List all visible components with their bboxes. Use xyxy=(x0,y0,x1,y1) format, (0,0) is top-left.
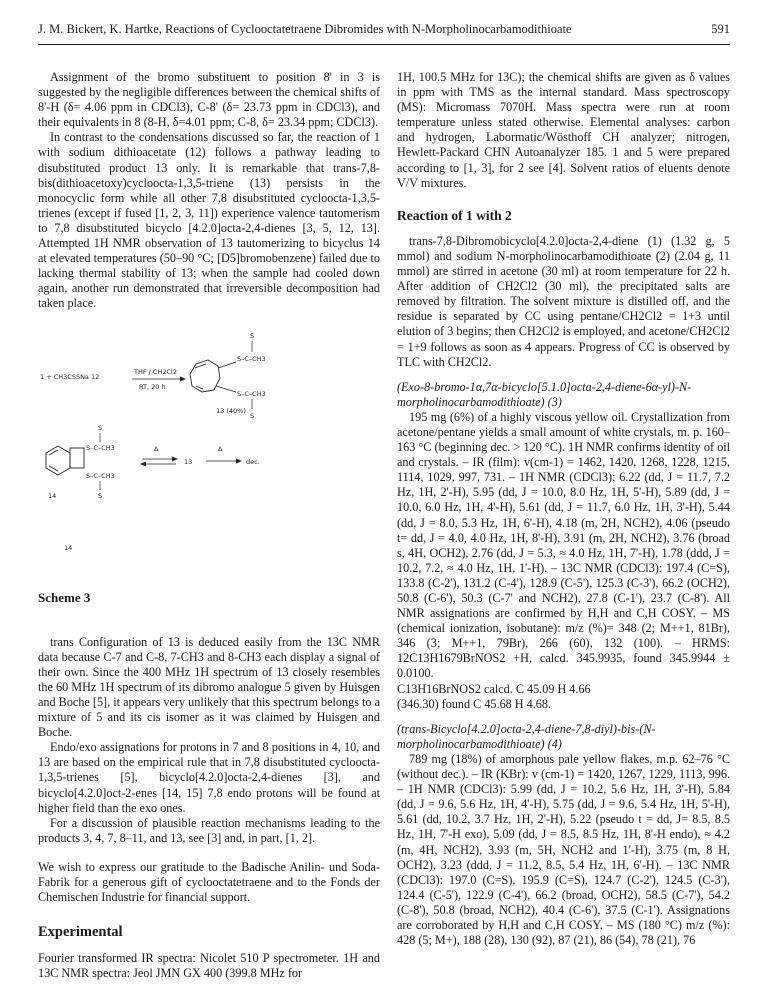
paragraph-endo-exo: Endo/exo assignations for protons in 7 and 8 positions in 4, 10, and 13 are based on the empirical rule that in 7,8 disubstituted cycloocta-1,3,5-trienes [5], bicyclo[4.2.0]octa-2,4-dienes [3], and bicyclo[4.2.0]oct-2-enes [14, 15] 7,8 endo protons will be found at higher field than the exo ones. xyxy=(38,740,380,815)
conditions-solvent: THF / CH2Cl2 xyxy=(134,367,177,376)
elemental-analysis-found: (346.30) found C 45.68 H 4.68. xyxy=(397,696,552,711)
conditions-time: RT, 20 h xyxy=(139,382,166,391)
paragraph-compound-4: 789 mg (18%) of amorphous pale yellow flakes, m.p. 62–76 °C (without dec.). – IR (KBr): v (cm-1) = 1420, 1267, 1229, 1113, 996. – 1H NMR (CDCl3): 5.99 (dd, J = 10.2, 5.6 Hz, 1H, 3'-H), 5.84 (dd, J = 9.6, 5.6 Hz, 1H, 4'-H), 5.75 (dd, J = 9.6, 5.4 Hz, 1H, 5'-H), 5.61 (dd, 10.2, 3.7 Hz, 1H, 2'-H), 5.22 (pseudo t = dd, J= 8.5, 8.5 Hz, 1H, 7'-H exo), 5.09 (dd, J = 8.5, 8.5 Hz, 1H, 8'-H endo), ≈ 4.2 (m, 4H, NCH2), 3.93 (m, 5H, NCH2 and 1'-H), 3.75 (m, 8 H, OCH2), 3.23 (ddd, J = 11.2, 8.5, 5.4 Hz, 1H, 6'-H). – 13C NMR (CDCl3): 197.0 (C=S), 195.9 (C=S), 124.7 (C-2'), 124.5 (C-3'), 124.4 (C-5'), 122.9 (C-4'), 66.2 (broad, OCH2), 58.5 (C-7'), 54.2 (C-8'), 50.8 (broad, NCH2), 40.4 (C-6'), 37.5 (C-1'). Assignations are corroborated by H,H and C,H COSY. – MS (180 °C) m/z (%): 428 (5; M+), 188 (28), 130 (92), 87 (21), 86 (54), 78 (21), 76 xyxy=(397,751,730,948)
running-title: J. M. Bickert, K. Hartke, Reactions of Cyclooctatetraene Dibromides with N-Morpholinocarbamodithioate xyxy=(38,22,572,36)
bicyclus-sub-top: S–C–CH3 xyxy=(86,443,115,452)
reaction-arrowhead-1 xyxy=(180,376,186,381)
page-number: 591 xyxy=(711,22,730,36)
thione-s-top: S xyxy=(250,331,255,340)
paragraph-instruments: 1H, 100.5 MHz for 13C); the chemical shifts are given as δ values in ppm with TMS as the internal standard. Mass spectroscopy (MS): Micromass 7070H. Mass spectra were run at room temperature unless stated otherwise. Elemental analyses: carbon and hydrogen, Labormatic/Wösthoff CH analyzer; nitrogen, Hewlett-Packard CHN Autoanalyzer 185. 1 and 5 were prepared according to [1, 3], for 2 see [4]. Solvent ratios of eluents denote V/V mixtures. xyxy=(397,70,730,190)
right-column xyxy=(397,70,730,948)
paragraph-procedure: trans-7,8-Dibromobicyclo[4.2.0]octa-2,4-diene (1) (1.32 g, 5 mmol) and sodium N-morpholinocarbamodithioate (2) (2.04 g, 11 mmol) are stirred in acetone (30 ml) at room temperature for 22 h. After addition of CH2Cl2 (30 ml), the precipitated salts are removed by filtration. The solvent mixture is distilled off, and the residue is separated by CC using pentane/CH2Cl2 = 1+3 until elution of 3 begins; then CH2Cl2 is employed, and acetone/CH2Cl2 = 1+9 follows as soon as 4 appears. Progress of CC is observed by TLC with CH2Cl2. xyxy=(397,233,730,369)
section-heading-experimental: Experimental xyxy=(38,924,123,941)
compound-4-heading: (trans-Bicyclo[4.2.0]octa-2,4-diene-7,8-diyl)-bis-(N-morpholinocarbamodithioate) (4) xyxy=(397,721,656,751)
scheme-3-drawing xyxy=(38,318,380,586)
label-14-structure: 14 xyxy=(48,491,57,500)
scheme-caption: Scheme 3 xyxy=(38,589,91,605)
elemental-analysis-calcd: C13H16BrNOS2 calcd. C 45.09 H 4.66 xyxy=(397,681,591,696)
running-header xyxy=(38,20,730,45)
bicyclus-s-top: S xyxy=(98,423,103,432)
paragraph-trans-configuration: trans Configuration of 13 is deduced easily from the 13C NMR data because C-7 and C-8, 7-CH3 and 8-CH3 each display a signal of their own. Since the 400 MHz 1H spectrum of 13 closely resembles the 60 MHz 1H spectrum of its dibromo analogue 5 given by Huisgen and Boche [5], it appears very unlikely that this spectrum belongs to a mixture of 5 and its cis isomer as it was claimed by Huisgen and Boche. xyxy=(38,634,380,740)
paragraph-experimental: Fourier transformed IR spectra: Nicolet 510 P spectrometer. 1H and 13C NMR spectra: Jeol JMN GX 400 (399.8 MHz for xyxy=(38,951,380,981)
heat-symbol-2: Δ xyxy=(218,444,223,453)
compound-3-heading: (Exo-8-bromo-1α,7α-bicyclo[5.1.0]octa-2,4-diene-6α-yl)-N-morpholinocarbamodithioate) (3) xyxy=(397,379,692,409)
section-heading-reaction: Reaction of 1 with 2 xyxy=(397,207,512,223)
acknowledgement: We wish to express our gratitude to the Badische Anilin- und Soda-Fabrik for a generous gift of cyclooctatetraene and to the Fonds der Chemischen Industrie for financial support. xyxy=(38,859,380,905)
bicyclus-s-bottom: S xyxy=(98,491,103,500)
scheme-3-figure xyxy=(38,318,380,586)
thioacetate-top: S–C–CH3 xyxy=(237,354,266,363)
arrow-mid-13: 13 xyxy=(184,457,193,466)
decomposition-label: dec. xyxy=(246,457,260,466)
label-14-lower: 14 xyxy=(64,543,73,552)
paragraph-compound-3: 195 mg (6%) of a highly viscous yellow oil. Crystallization from acetone/pentane yields a small amount of white crystals, m. p. 160–163 °C (beginning dec. > 120 °C). 1H NMR confirms identity of oil and crystals. – IR (film): v(cm-1) = 1462, 1420, 1268, 1228, 1215, 1114, 1029, 997, 731. – 1H NMR (CDCl3): 6.22 (dd, J = 11.7, 7.2 Hz, 1H, 2'-H), 5.95 (dd, J = 10.0, 8.0 Hz, 1H, 5'-H), 5.89 (dd, J = 10.0, 6.0 Hz, 1H, 4'-H), 5.61 (dd, J = 11.7, 6.0 Hz, 1H, 3'-H), 5.44 (dd, J = 8.0, 5.3 Hz, 1H, 6'-H), 4.18 (m, 2H, NCH2), 4.06 (pseudo t= dd, J = 4.0, 4.0 Hz, 1H, 8'-H), 3.91 (m, 2H, NCH2), 3.76 (broad s, 4H, OCH2), 2.76 (dd, J = 5.3, ≈ 4.0 Hz, 1H, 7'-H), 1.78 (ddd, J = 10.2, 7.2, ≈ 4.0 Hz, 1H, 1'-H). – 13C NMR (CDCl3): 197.4 (C=S), 133.8 (C-2'), 131.2 (C-4'), 128.9 (C-5'), 125.3 (C-3'), 66.2 (OCH2), 50.8 (C-6'), 50.3 (C-7' and NCH2), 27.8 (C-1'), 23.7 (C-8'). All NMR assignations are confirmed by H,H and C,H COSY. – MS (chemical ionization, isobutane): m/z (%)= 348 (2; M++1, 81Br), 346 (3; M++1, 79Br), 266 (60), 132 (100). – HRMS: 12C13H1679BrNOS2 +H, calcd. 345.9935, found 345.9944 ± 0.0100. xyxy=(397,409,730,681)
reactant-label: 1 + CH3CSSNa 12 xyxy=(40,372,100,381)
paragraph-bromo-assignment: Assignment of the bromo substituent to position 8' in 3 is suggested by the negligible differences between the chemical shifts of 8'-H (δ= 4.06 ppm in CDCl3), C-8' (δ= 23.73 ppm in CDCl3), and their equivalents in 8 (8-H, δ=4.01 ppm; C-8, δ= 23.34 ppm; CDCl3). xyxy=(38,70,380,130)
left-column xyxy=(38,70,380,981)
ring-14-four xyxy=(70,448,84,468)
ring-13 xyxy=(190,360,220,392)
heat-symbol-1: Δ xyxy=(154,444,159,453)
bicyclus-sub-bottom: S–C–CH3 xyxy=(86,471,115,480)
paragraph-dithioacetate: In contrast to the condensations discussed so far, the reaction of 1 with sodium dithioacetate (12) follows a pathway leading to disubstituted product 13 only. It is remarkable that trans-7,8-bis(dithioacetoxy)cycloocta-1,3,5-triene (13) persists in the monocyclic form while all other 7,8 disubstituted cycloocta-1,3,5-trienes (except if fused [1, 2, 3, 11]) experience valence tautomerism to 7,8 disubstituted bicyclo [4.2.0]octa-2,4-dienes [3, 5, 12, 13]. Attempted 1H NMR observation of 13 tautomerizing to bicyclus 14 at elevated temperatures (50–90 °C; [D5]bromobenzene) failed due to lacking thermal stability of 13; when the sample had cooled down again, another run demonstrated that irreversible decomposition had taken place. xyxy=(38,130,380,311)
product-13-label: 13 (40%) xyxy=(216,406,246,415)
paragraph-mechanism: For a discussion of plausible reaction mechanisms leading to the products 3, 4, 7, 8–11, and 13, see [3] and, in part, [1, 2]. xyxy=(38,815,380,845)
thioacetate-bottom: S–C–CH3 xyxy=(237,389,266,398)
thione-s-bottom: S xyxy=(250,411,255,420)
